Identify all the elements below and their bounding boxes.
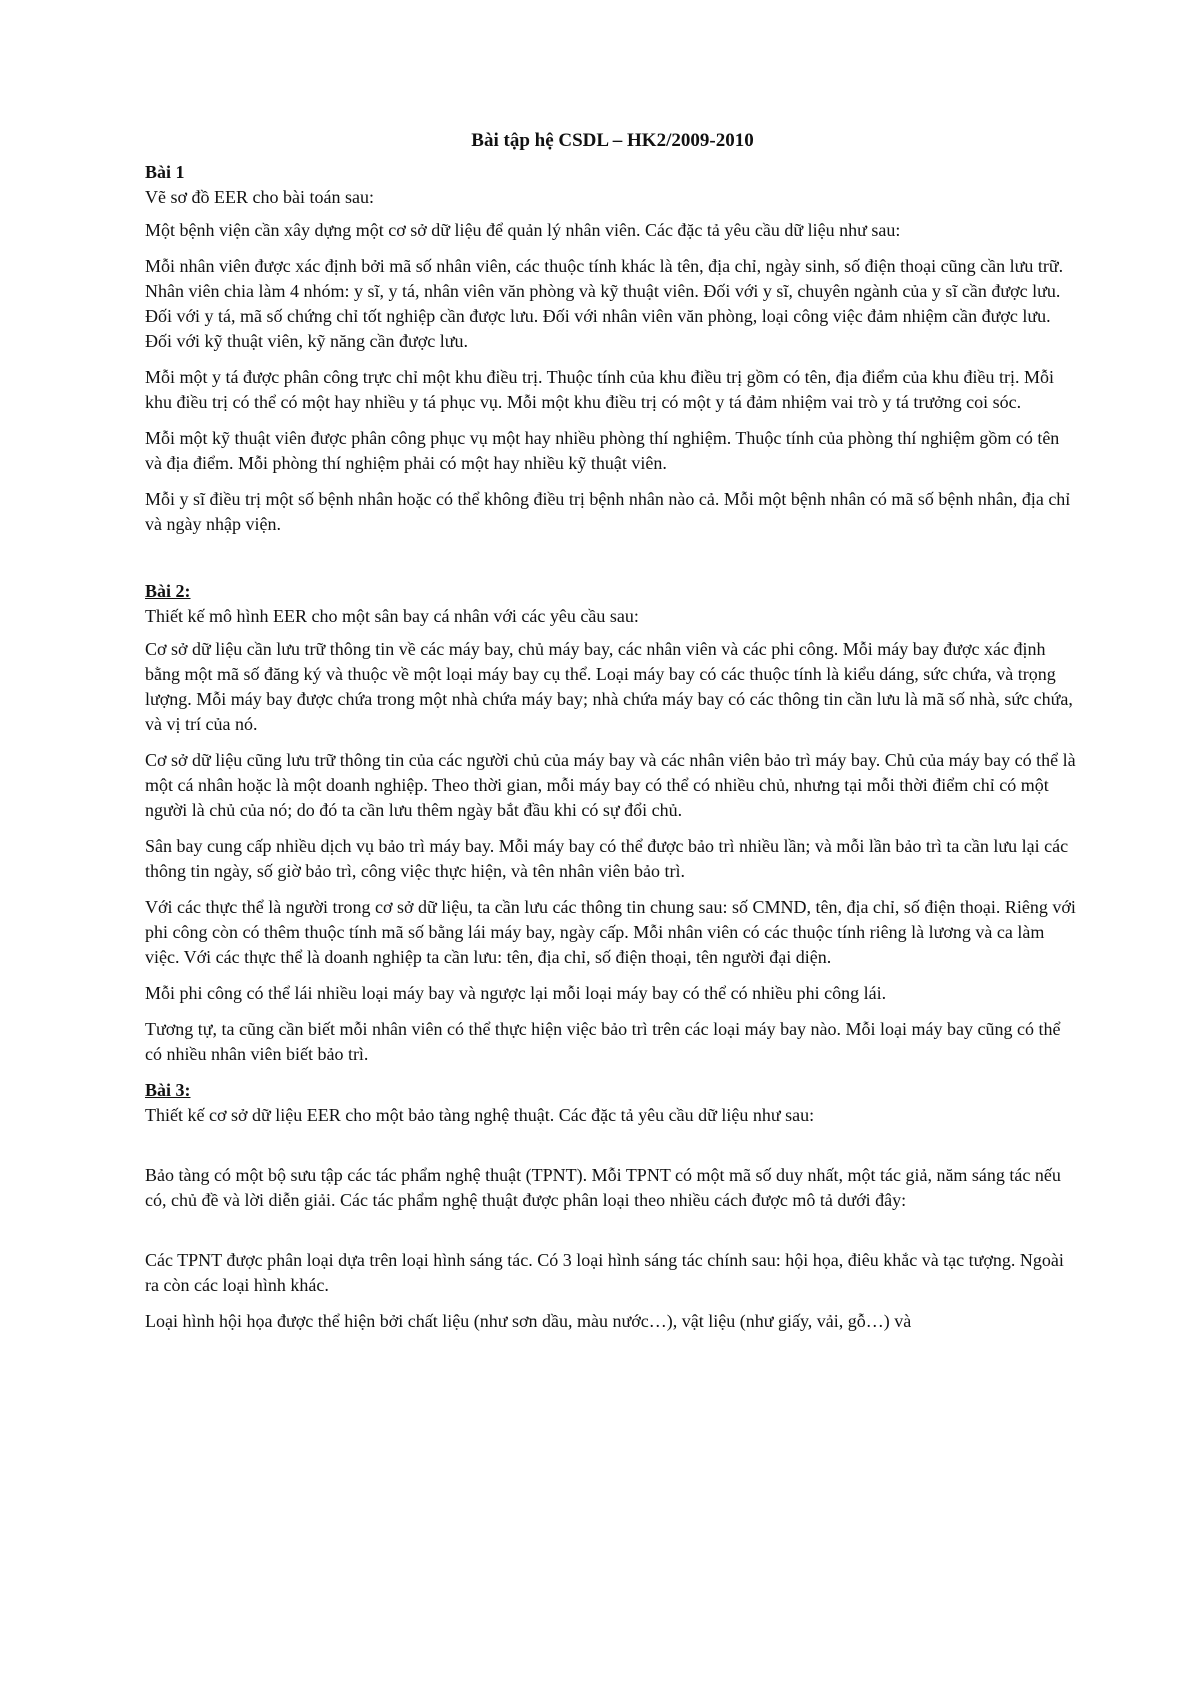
section-1-paragraph-6: Mỗi y sĩ điều trị một số bệnh nhân hoặc có thể không điều trị bệnh nhân nào cả. Mỗi một bệnh nhân có mã số bệnh nhân, địa chỉ và ngày nhập viện. bbox=[145, 489, 1071, 534]
section-1-paragraph-5: Mỗi một kỹ thuật viên được phân công phục vụ một hay nhiều phòng thí nghiệm. Thuộc tính của phòng thí nghiệm gồm có tên và địa điểm. Mỗi phòng thí nghiệm phải có một hay nhiều kỹ thuật viên. bbox=[145, 428, 1060, 473]
section-1-paragraph-3: Mỗi nhân viên được xác định bởi mã số nhân viên, các thuộc tính khác là tên, địa chỉ, ngày sinh, số điện thoại cũng cần lưu trữ. Nhân viên chia làm 4 nhóm: y sĩ, y tá, nhân viên văn phòng và kỹ thuật viên. Đối với y sĩ, chuyên ngành của y sĩ cần được lưu. Đối với y tá, mã số chứng chỉ tốt nghiệp cần được lưu. Đối với nhân viên văn phòng, loại công việc đảm nhiệm cần được lưu. Đối với kỹ thuật viên, kỹ năng cần được lưu. bbox=[145, 256, 1064, 351]
section-1-paragraph-1: Vẽ sơ đồ EER cho bài toán sau: bbox=[145, 187, 374, 207]
section-2-paragraph-7: Tương tự, ta cũng cần biết mỗi nhân viên có thể thực hiện việc bảo trì trên các loại máy bay nào. Mỗi loại máy bay cũng có thể có nhiều nhân viên biết bảo trì. bbox=[145, 1019, 1061, 1064]
section-3-heading: Bài 3: bbox=[145, 1080, 191, 1100]
section-2-paragraph-2: Cơ sở dữ liệu cần lưu trữ thông tin về các máy bay, chủ máy bay, các nhân viên và các phi công. Mỗi máy bay được xác định bằng một mã số đăng ký và thuộc về một loại máy bay cụ thể. Loại máy bay có các thuộc tính là kiểu dáng, sức chứa, và trọng lượng. Mỗi máy bay được chứa trong một nhà chứa máy bay; nhà chứa máy bay có các thông tin cần lưu là mã số nhà, sức chứa, và vị trí của nó. bbox=[145, 639, 1073, 734]
section-3-paragraph-3: Các TPNT được phân loại dựa trên loại hình sáng tác. Có 3 loại hình sáng tác chính sau: hội họa, điêu khắc và tạc tượng. Ngoài ra còn các loại hình khác. bbox=[145, 1250, 1064, 1295]
section-2-paragraph-5: Với các thực thể là người trong cơ sở dữ liệu, ta cần lưu các thông tin chung sau: số CMND, tên, địa chỉ, số điện thoại. Riêng với phi công còn có thêm thuộc tính mã số bằng lái máy bay, ngày cấp. Mỗi nhân viên có các thuộc tính riêng là lương và ca làm việc. Với các thực thể là doanh nghiệp ta cần lưu: tên, địa chỉ, số điện thoại, tên người đại diện. bbox=[145, 897, 1076, 967]
section-2-paragraph-6: Mỗi phi công có thể lái nhiều loại máy bay và ngược lại mỗi loại máy bay có thể có nhiều phi công lái. bbox=[145, 983, 887, 1003]
section-2-heading: Bài 2: bbox=[145, 581, 191, 601]
section-2-paragraph-1: Thiết kế mô hình EER cho một sân bay cá nhân với các yêu cầu sau: bbox=[145, 606, 639, 626]
section-2-paragraph-3: Cơ sở dữ liệu cũng lưu trữ thông tin của các người chủ của máy bay và các nhân viên bảo trì máy bay. Chủ của máy bay có thể là một cá nhân hoặc là một doanh nghiệp. Theo thời gian, mỗi máy bay có thể có nhiều chủ, nhưng tại mỗi thời điểm chỉ có một người là chủ của nó; do đó ta cần lưu thêm ngày bắt đầu khi có sự đổi chủ. bbox=[145, 750, 1076, 820]
section-1-heading: Bài 1 bbox=[145, 162, 185, 182]
section-1-paragraph-2: Một bệnh viện cần xây dựng một cơ sở dữ liệu để quản lý nhân viên. Các đặc tả yêu cầu dữ liệu như sau: bbox=[145, 220, 901, 240]
section-3-paragraph-2: Bảo tàng có một bộ sưu tập các tác phẩm nghệ thuật (TPNT). Mỗi TPNT có một mã số duy nhất, một tác giả, năm sáng tác nếu có, chủ đề và lời diễn giải. Các tác phẩm nghệ thuật được phân loại theo nhiều cách được mô tả dưới đây: bbox=[145, 1165, 1061, 1210]
section-3-paragraph-1: Thiết kế cơ sở dữ liệu EER cho một bảo tàng nghệ thuật. Các đặc tả yêu cầu dữ liệu như sau: bbox=[145, 1105, 815, 1125]
section-3-paragraph-4: Loại hình hội họa được thể hiện bởi chất liệu (như sơn dầu, màu nước…), vật liệu (như giấy, vải, gỗ…) và bbox=[145, 1311, 912, 1331]
section-1-paragraph-4: Mỗi một y tá được phân công trực chỉ một khu điều trị. Thuộc tính của khu điều trị gồm có tên, địa điểm của khu điều trị. Mỗi khu điều trị có thể có một hay nhiều y tá phục vụ. Mỗi một khu điều trị có một y tá đảm nhiệm vai trò y tá trưởng coi sóc. bbox=[145, 367, 1055, 412]
section-2-paragraph-4: Sân bay cung cấp nhiều dịch vụ bảo trì máy bay. Mỗi máy bay có thể được bảo trì nhiều lần; và mỗi lần bảo trì ta cần lưu lại các thông tin ngày, số giờ bảo trì, công việc thực hiện, và tên nhân viên bảo trì. bbox=[145, 836, 1069, 881]
document-page bbox=[145, 128, 1080, 1345]
document-title: Bài tập hệ CSDL – HK2/2009-2010 bbox=[471, 130, 754, 151]
